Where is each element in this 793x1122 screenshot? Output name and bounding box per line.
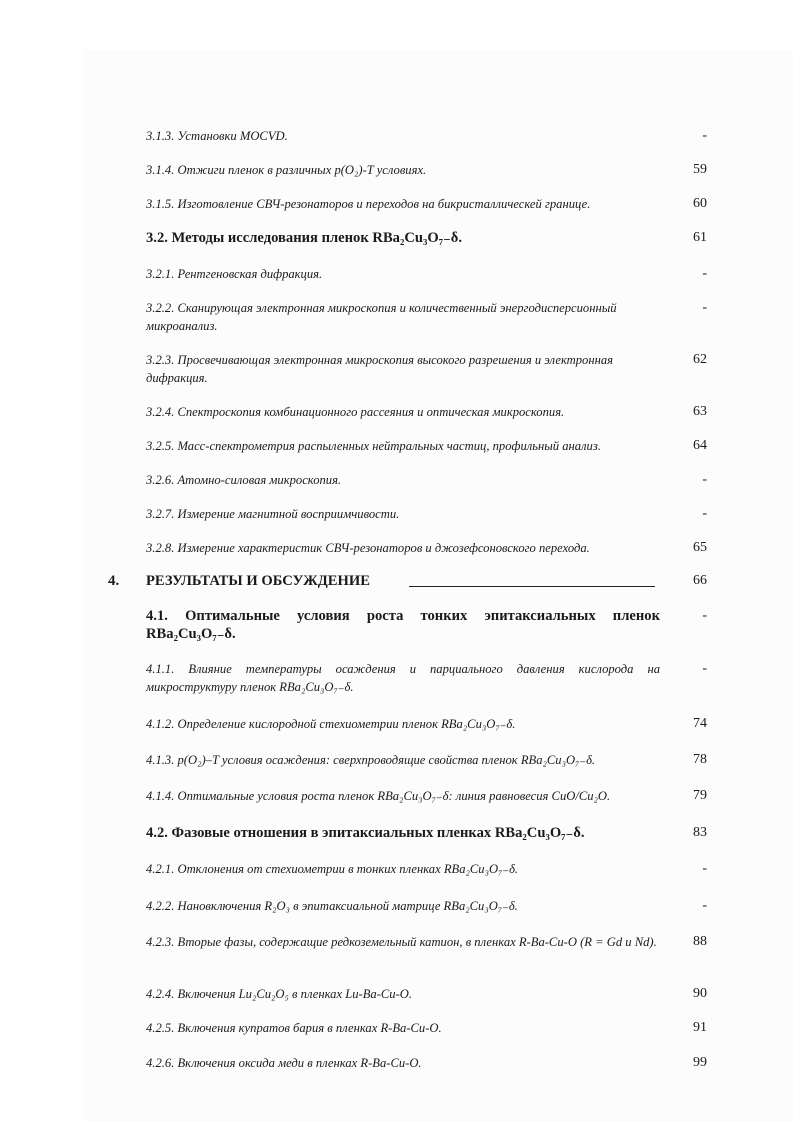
toc-entry-page: 66	[693, 573, 707, 588]
toc-entry-title: 4.2.3. Вторые фазы, содержащие редкоземельный катион, в пленках R-Ba-Cu-O (R = Gd и Nd).	[146, 935, 657, 949]
toc-chapter-title: РЕЗУЛЬТАТЫ И ОБСУЖДЕНИЕ	[146, 573, 370, 589]
toc-entry-title: 3.2.8. Измерение характеристик СВЧ-резонаторов и джозефсоновского перехода.	[146, 541, 590, 555]
toc-entry-title: 3.2.3. Просвечивающая электронная микроскопия высокого разрешения и электронная дифракция.	[146, 353, 614, 385]
toc-entry-title: 3.2.6. Атомно-силовая микроскопия.	[146, 473, 342, 487]
toc-entry-title: 4.1.2. Определение кислородной стехиометрии пленок RBa₂Cu₃O₇₋δ.	[146, 717, 516, 731]
toc-entry-page: 99	[693, 1055, 707, 1070]
toc-entry-page: 90	[693, 986, 707, 1001]
toc-entry-title: 3.2.5. Масс-спектрометрия распыленных нейтральных частиц, профильный анализ.	[146, 439, 601, 453]
toc-entry-page: -	[702, 608, 707, 623]
toc-entry-page: 63	[693, 404, 707, 419]
toc-entry-page: -	[702, 128, 707, 143]
toc-entry-page: 78	[693, 752, 707, 767]
leader-line	[409, 586, 655, 587]
toc-entry-title: 3.2.1. Рентгеновская дифракция.	[146, 267, 323, 281]
toc-entry-title: 3.2.7. Измерение магнитной восприимчивости.	[146, 507, 400, 521]
toc-section-title: 4.1. Оптимальные условия роста тонких эпитаксиальных пленок RBa₂Cu₃O₇₋δ.	[146, 608, 660, 642]
toc-entry-title: 3.2.2. Сканирующая электронная микроскопия и количественный энергодисперсионный микроанализ.	[146, 301, 617, 333]
toc-entry-page: 62	[693, 352, 707, 367]
toc-entry-page: -	[702, 266, 707, 281]
toc-entry-title: 3.1.3. Установки MOCVD.	[146, 129, 288, 143]
toc-entry-page: -	[702, 472, 707, 487]
toc-entry-title: 3.1.5. Изготовление СВЧ-резонаторов и переходов на бикристаллическей границе.	[146, 197, 591, 211]
toc-chapter-number: 4.	[108, 573, 120, 589]
toc-entry-title: 4.2.2. Нановключения R₂O₃ в эпитаксиальной матрице RBa₂Cu₃O₇₋δ.	[146, 899, 518, 913]
toc-entry-title: 4.2.1. Отклонения от стехиометрии в тонких пленках RBa₂Cu₃O₇₋δ.	[146, 862, 519, 876]
toc-entry-page: 74	[693, 716, 707, 731]
toc-entry-page: -	[702, 661, 707, 676]
toc-entry-page: -	[702, 300, 707, 315]
toc-entry-title: 4.1.1. Влияние температуры осаждения и парциального давления кислорода на микроструктуру пленок RBa₂Cu₃O₇₋δ.	[146, 662, 660, 694]
toc-entry-page: 79	[693, 788, 707, 803]
toc-entry-page: 65	[693, 540, 707, 555]
toc-entry-title: 4.1.4. Оптимальные условия роста пленок RBa₂Cu₃O₇₋δ: линия равновесия CuO/Cu₂O.	[146, 789, 611, 803]
toc-entry-page: 60	[693, 196, 707, 211]
toc-entry-title: 4.1.3. p(O₂)–T условия осаждения: сверхпроводящие свойства пленок RBa₂Cu₃O₇₋δ.	[146, 753, 596, 767]
toc-entry-page: 91	[693, 1020, 707, 1035]
toc-entry-title: 4.2.5. Включения купратов бария в пленках R-Ba-Cu-O.	[146, 1021, 442, 1035]
toc-entry-page: 61	[693, 230, 707, 245]
toc-entry-page: -	[702, 861, 707, 876]
toc-entry-page: 88	[693, 934, 707, 949]
toc-section-title: 3.2. Методы исследования пленок RBa₂Cu₃O₇₋δ.	[146, 230, 463, 246]
toc-entry-page: 59	[693, 162, 707, 177]
toc-section-title: 4.2. Фазовые отношения в эпитаксиальных пленках RBa₂Cu₃O₇₋δ.	[146, 825, 585, 841]
toc-entry-page: 64	[693, 438, 707, 453]
toc-entry-title: 3.1.4. Отжиги пленок в различных p(O₂)-T условиях.	[146, 163, 427, 177]
toc-entry-title: 3.2.4. Спектроскопия комбинационного рассеяния и оптическая микроскопия.	[146, 405, 565, 419]
toc-entry-page: 83	[693, 825, 707, 840]
toc-entry-title: 4.2.4. Включения Lu₂Cu₂O₅ в пленках Lu-Ba-Cu-O.	[146, 987, 413, 1001]
toc-entry-title: 4.2.6. Включения оксида меди в пленках R-Ba-Cu-O.	[146, 1056, 422, 1070]
toc-entry-page: -	[702, 898, 707, 913]
toc-entry-page: -	[702, 506, 707, 521]
